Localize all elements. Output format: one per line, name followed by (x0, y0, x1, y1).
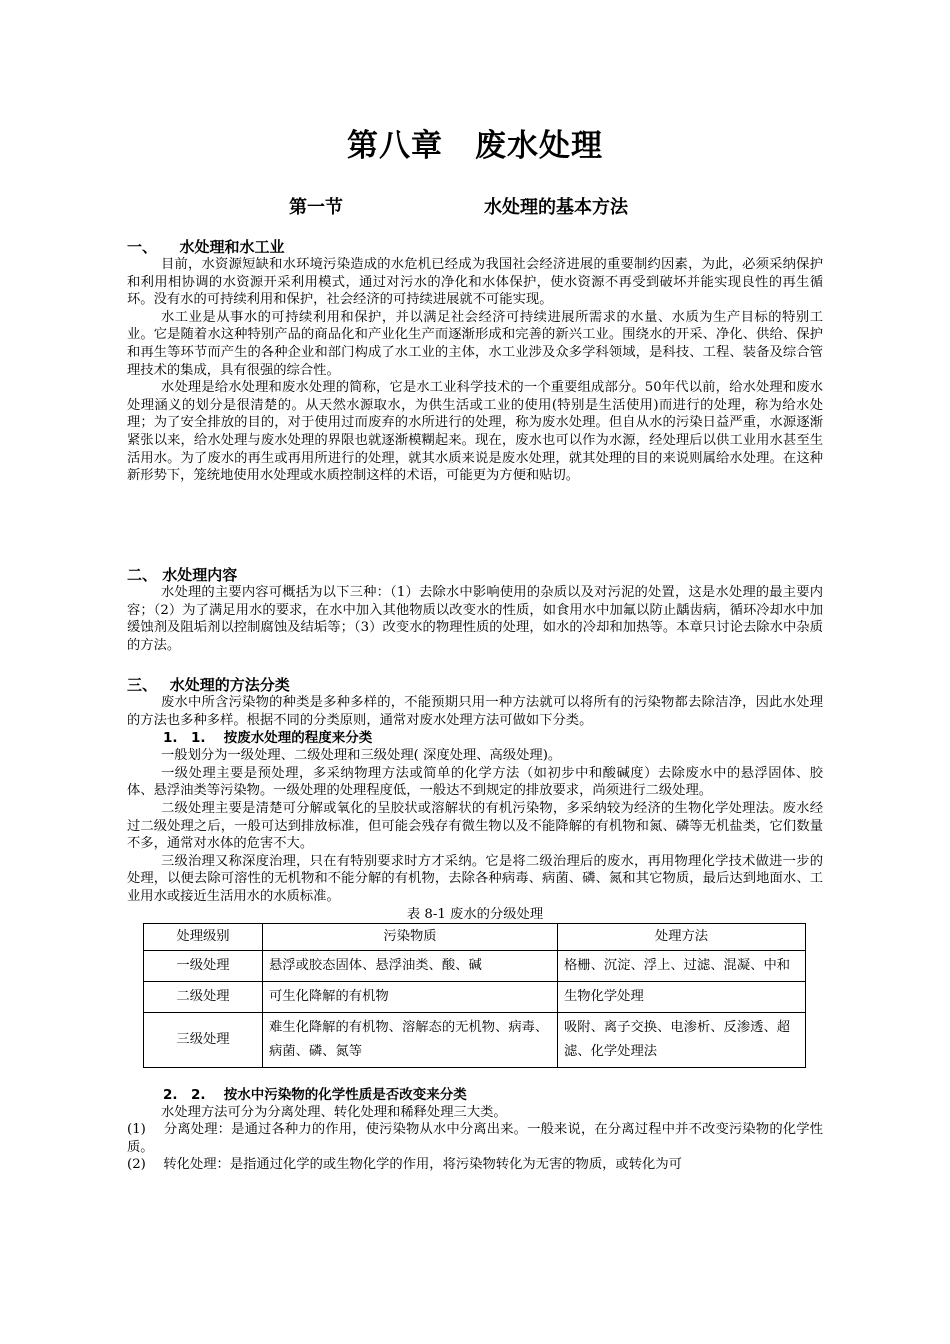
paragraph: 目前，水资源短缺和水环境污染造成的水危机已经成为我国社会经济进展的重要制约因素，为此，必须采纳保护和利用相协调的水资源开采利用模式，通过对污水的净化和水体保护，使水资源不再受到破坏并能实现良性的再生循环。没有水的可持续利用和保护，社会经济的可持续进展就不可能实现。 (127, 257, 823, 308)
list-item: (2) 转化处理：是指通过化学的或生物化学的作用，将污染物转化为无害的物质，或转化为可 (127, 1157, 682, 1173)
table-row (144, 1012, 806, 1067)
table-cell: 格栅、沉淀、浮上、过滤、混凝、中和 (558, 950, 806, 981)
section-number: 第一节 (289, 197, 343, 218)
table-cell: 悬浮或胶态固体、悬浮油类、酸、碱 (263, 950, 558, 981)
part-2-heading: 二、 水处理内容 (127, 566, 238, 584)
table-header-cell: 污染物质 (263, 923, 558, 950)
paragraph: 水处理方法可分为分离处理、转化处理和稀释处理三大类。 (161, 1104, 507, 1120)
paragraph: 水处理的主要内容可概括为以下三种：（1）去除水中影响使用的杂质以及对污泥的处置，这是水处理的最主要内容；（2）为了满足用水的要求，在水中加入其他物质以改变水的性质，如食用水中加氟以防止龋齿病，循环冷却水中加缓蚀剂及阻垢剂以控制腐蚀及结垢等；（3）改变水的物理性质的处理，如水的冷却和加热等。本章只讨论去除水中杂质的方法。 (127, 585, 823, 653)
section-name: 水处理的基本方法 (484, 197, 628, 218)
table-cell: 三级处理 (144, 1012, 263, 1067)
table-cell: 吸附、离子交换、电渗析、反渗透、超滤、化学处理法 (558, 1012, 806, 1067)
table-cell: 生物化学处理 (558, 981, 806, 1012)
paragraph: 一级处理主要是预处理，多采纳物理方法或简单的化学方法（如初步中和酸碱度）去除废水中的悬浮固体、胶体、悬浮油类等污染物。一级处理的处理程度低，一般达不到规定的排放要求，尚须进行二级处理。 (127, 765, 823, 799)
part-1-heading: 一、 水处理和水工业 (127, 238, 285, 256)
paragraph: 一般划分为一级处理、二级处理和三级处理( 深度处理、高级处理)。 (161, 748, 562, 764)
table-row (144, 981, 806, 1012)
paragraph: 水工业是从事水的可持续利用和保护，并以满足社会经济可持续进展所需求的水量、水质为生产目标的特别工业。它是随着水这种特别产品的商品化和产业化生产而逐渐形成和完善的新兴工业。围绕水的开采、净化、供给、保护和再生等环节而产生的各种企业和部门构成了水工业的主体，水工业涉及众多学科领域，是科技、工程、装备及综合管理技术的集成，具有很强的综合性。 (127, 309, 823, 378)
treatment-level-table (143, 923, 806, 1068)
paragraph: 水处理是给水处理和废水处理的简称，它是水工业科学技术的一个重要组成部分。50年代以前，给水处理和废水处理涵义的划分是很清楚的。从天然水源取水，为供生活或工业的使用(特别是生活使用)而进行的处理，称为给水处理；为了安全排放的目的，对于使用过而废弃的水所进行的处理，称为废水处理。但自从水的污染日益严重，水源逐渐紧张以来，给水处理与废水处理的界限也就逐渐模糊起来。现在，废水也可以作为水源，经处理后以供工业用水甚至生活用水。为了废水的再生或再用所进行的处理，就其水质来说是废水处理，就其处理的目的来说则属给水处理。在这种新形势下，笼统地使用水处理或水质控制这样的术语，可能更为方便和贴切。 (127, 380, 823, 484)
table-cell: 一级处理 (144, 950, 263, 981)
table-header-cell: 处理级别 (144, 923, 263, 950)
paragraph: 三级治理又称深度治理，只在有特别要求时方才采纳。它是将二级治理后的废水，再用物理化学技术做进一步的处理，以便去除可溶性的无机物和不能分解的有机物，去除各种病毒、病菌、磷、氮和其它物质，最后达到地面水、工业用水或接近生活用水的水质标准。 (127, 853, 823, 904)
paragraph: 废水中所含污染物的种类是多种多样的，不能预期只用一种方法就可以将所有的污染物都去除洁净，因此水处理的方法也多种多样。根据不同的分类原则，通常对废水处理方法可做如下分类。 (127, 695, 823, 728)
part-2 (127, 566, 823, 654)
table-caption: 表 8-1 废水的分级处理 (406, 906, 544, 922)
table-cell: 难生化降解的有机物、溶解态的无机物、病毒、病菌、磷、氮等 (263, 1012, 558, 1067)
part-3 (127, 676, 823, 1174)
part-3-heading: 三、 水处理的方法分类 (127, 676, 290, 694)
table-cell: 二级处理 (144, 981, 263, 1012)
paragraph: 二级处理主要是清楚可分解或氧化的呈胶状或溶解状的有机污染物，多采纳较为经济的生物化学处理法。废水经过二级处理之后，一般可达到排放标准，但可能会残存有微生物以及不能降解的有机物和氮、磷等无机盐类，它们数量不多，通常对水体的危害不大。 (127, 800, 823, 852)
subsection-2-heading: 2. 2. 按水中污染物的化学性质是否改变来分类 (163, 1086, 467, 1103)
table-cell: 可生化降解的有机物 (263, 981, 558, 1012)
table-header-cell: 处理方法 (558, 923, 806, 950)
list-item: (1) 分离处理：是通过各种力的作用，使污染物从水中分离出来。一般来说，在分离过程中并不改变污染物的化学性质。 (127, 1122, 823, 1155)
table-header-row (144, 923, 806, 950)
subsection-1-heading: 1. 1. 按废水处理的程度来分类 (163, 730, 373, 747)
part-1 (127, 238, 823, 485)
table-row (144, 950, 806, 981)
chapter-title: 第八章 废水处理 (347, 128, 603, 164)
